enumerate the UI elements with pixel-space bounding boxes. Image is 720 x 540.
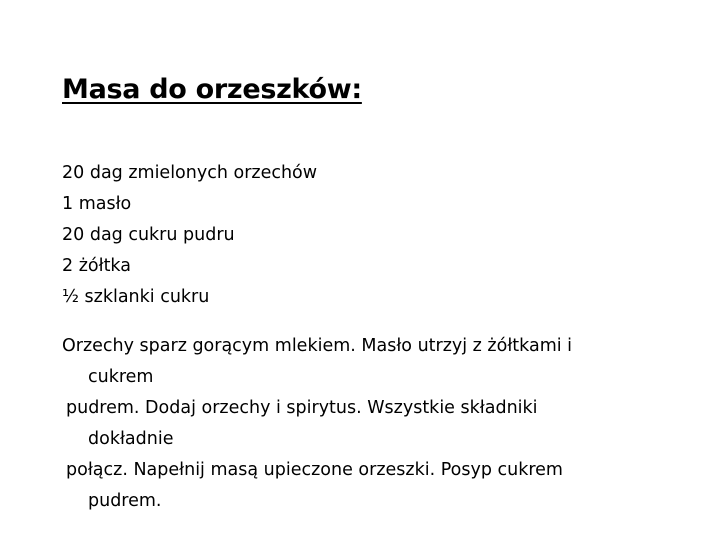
instruction-line-continued: cukrem [88, 367, 154, 387]
ingredient-list [62, 158, 662, 313]
instruction-line: połącz. Napełnij masą upieczone orzeszki. Posyp cukrem [66, 460, 563, 480]
instruction-line-continued: dokładnie [88, 429, 174, 449]
ingredient-item: 1 masło [62, 194, 132, 214]
ingredient-item: ½ szklanki cukru [62, 287, 210, 307]
ingredient-item: 20 dag zmielonych orzechów [62, 163, 318, 183]
ingredient-item: 2 żółtka [62, 256, 131, 276]
instruction-paragraph [66, 393, 666, 455]
instruction-paragraph [66, 455, 666, 517]
instruction-line-continued: pudrem. [88, 491, 162, 511]
slide-title: Masa do orzeszków: [62, 74, 362, 105]
instruction-line: pudrem. Dodaj orzechy i spirytus. Wszystkie składniki [66, 398, 538, 418]
instruction-line: Orzechy sparz gorącym mlekiem. Masło utrzyj z żółtkami i [62, 336, 573, 356]
ingredient-item: 20 dag cukru pudru [62, 225, 235, 245]
instruction-paragraph [62, 331, 662, 393]
